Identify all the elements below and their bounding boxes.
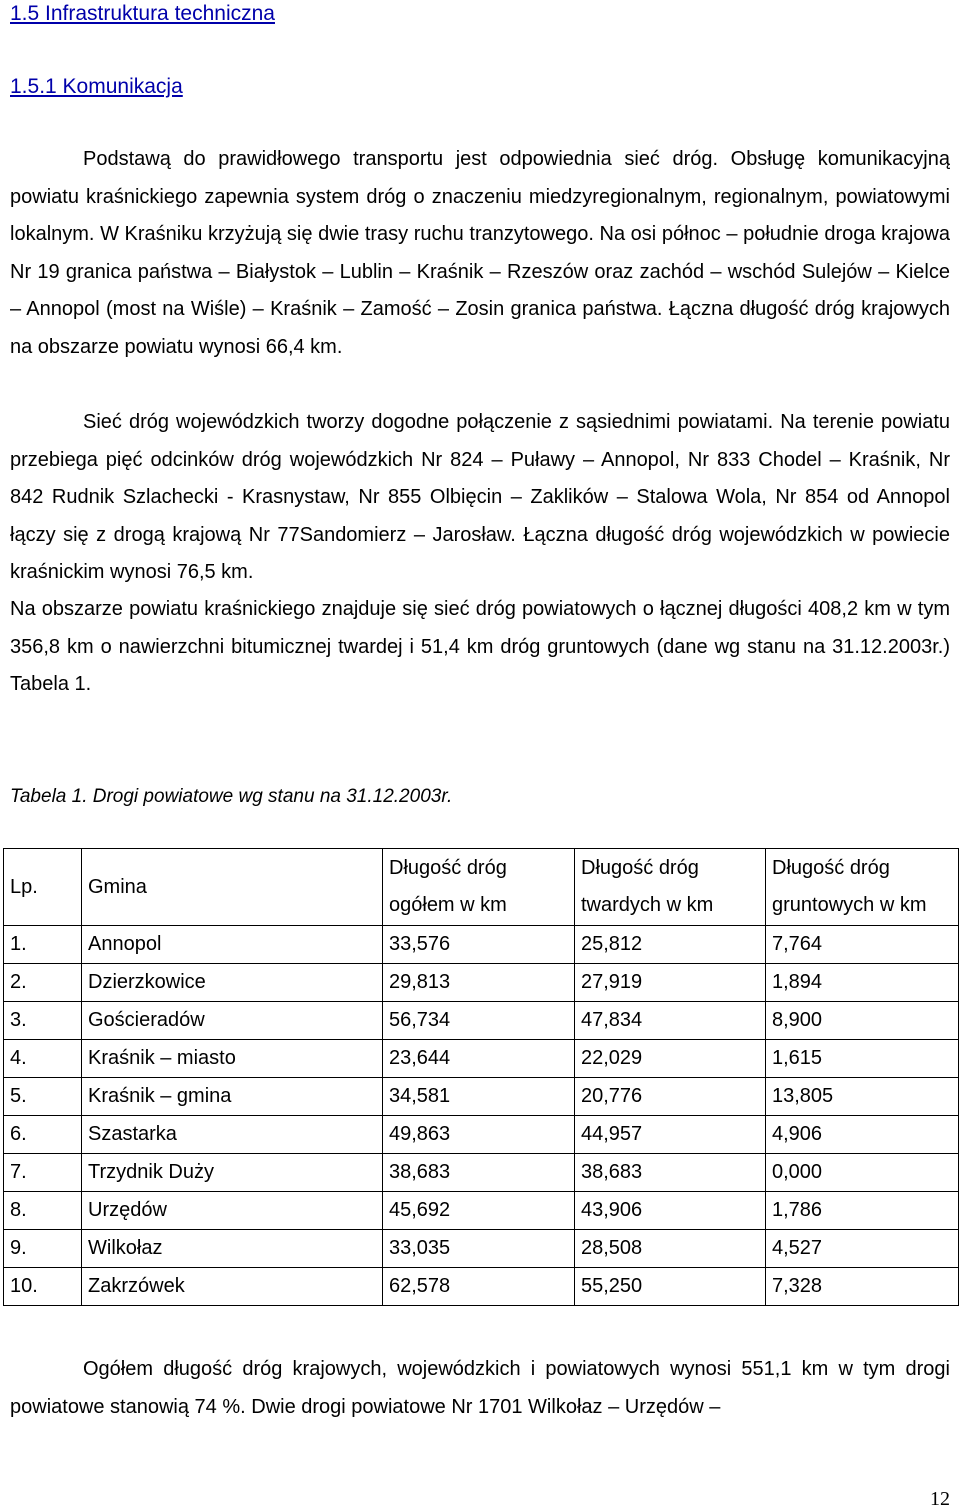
- cell-total: 23,644: [383, 1040, 575, 1078]
- cell-gmina: Gościeradów: [82, 1002, 383, 1040]
- table-row: [4, 1040, 959, 1078]
- cell-total: 45,692: [383, 1192, 575, 1230]
- paragraph-voivodeship-text: Sieć dróg wojewódzkich tworzy dogodne połączenie z sąsiednimi powiatami. Na terenie powiatu przebiega pięć odcinków dróg wojewódzkich Nr 824 – Puławy – Annopol, Nr 833 Chodel – Kraśnik, Nr 842 Rudnik Szlachecki - Krasnystaw, Nr 855 Olbięcin – Zaklików – Stalowa Wola, Nr 854 od Annopol łączy się z drogą krajową Nr 77Sandomierz – Jarosław. Łączna długość dróg wojewódzkich w powiecie kraśnickim wynosi 76,5 km.: [10, 411, 950, 583]
- cell-total: 33,576: [383, 926, 575, 964]
- cell-gmina: Kraśnik – miasto: [82, 1040, 383, 1078]
- cell-total: 33,035: [383, 1230, 575, 1268]
- cell-lp: 6.: [4, 1116, 82, 1154]
- cell-paved: 22,029: [575, 1040, 766, 1078]
- cell-lp: 5.: [4, 1078, 82, 1116]
- paragraph-voivodeship-roads: [10, 404, 950, 592]
- table-row: [4, 1154, 959, 1192]
- cell-paved: 43,906: [575, 1192, 766, 1230]
- cell-total: 62,578: [383, 1268, 575, 1306]
- cell-gmina: Dzierzkowice: [82, 964, 383, 1002]
- section-heading: 1.5 Infrastruktura techniczna: [10, 2, 275, 25]
- cell-total: 38,683: [383, 1154, 575, 1192]
- cell-gmina: Kraśnik – gmina: [82, 1078, 383, 1116]
- cell-paved: 25,812: [575, 926, 766, 964]
- cell-paved: 20,776: [575, 1078, 766, 1116]
- cell-lp: 4.: [4, 1040, 82, 1078]
- cell-lp: 8.: [4, 1192, 82, 1230]
- table-row: [4, 1230, 959, 1268]
- cell-gmina: Urzędów: [82, 1192, 383, 1230]
- header-paved-length: Długość dróg twardych w km: [575, 849, 766, 926]
- cell-total: 34,581: [383, 1078, 575, 1116]
- paragraph-county-roads: Na obszarze powiatu kraśnickiego znajduje się sieć dróg powiatowych o łącznej długości 408,2 km w tym 356,8 km o nawierzchni bitumicznej twardej i 51,4 km dróg gruntowych (dane wg stanu na 31.12.2003r.) Tabela 1.: [10, 598, 950, 695]
- paragraph-intro: [10, 141, 950, 366]
- cell-paved: 47,834: [575, 1002, 766, 1040]
- cell-dirt: 4,906: [766, 1116, 959, 1154]
- cell-gmina: Zakrzówek: [82, 1268, 383, 1306]
- table-header-row: [4, 849, 959, 926]
- cell-total: 49,863: [383, 1116, 575, 1154]
- cell-dirt: 13,805: [766, 1078, 959, 1116]
- table-row: [4, 1192, 959, 1230]
- paragraph-intro-text: Podstawą do prawidłowego transportu jest odpowiednia sieć dróg. Obsługę komunikacyjną powiatu kraśnickiego zapewnia system dróg o znaczeniu miedzyregionalnym, regionalnym, powiatowymi lokalnym. W Kraśniku krzyżują się dwie trasy ruchu tranzytowego. Na osi północ – południe droga krajowa Nr 19 granica państwa – Białystok – Lublin – Kraśnik – Rzeszów oraz zachód – wschód Sulejów – Kielce – Annopol (most na Wiśle) – Kraśnik – Zamość – Zosin granica państwa. Łączna długość dróg krajowych na obszarze powiatu wynosi 66,4 km.: [10, 148, 950, 358]
- table-row: [4, 1268, 959, 1306]
- cell-paved: 44,957: [575, 1116, 766, 1154]
- cell-dirt: 7,328: [766, 1268, 959, 1306]
- cell-gmina: Wilkołaz: [82, 1230, 383, 1268]
- page-number: 12: [930, 1488, 950, 1510]
- cell-lp: 9.: [4, 1230, 82, 1268]
- cell-dirt: 1,786: [766, 1192, 959, 1230]
- table-row: [4, 1116, 959, 1154]
- cell-dirt: 0,000: [766, 1154, 959, 1192]
- cell-lp: 3.: [4, 1002, 82, 1040]
- cell-dirt: 7,764: [766, 926, 959, 964]
- table-row: [4, 964, 959, 1002]
- table-caption: Tabela 1. Drogi powiatowe wg stanu na 31.12.2003r.: [10, 786, 453, 807]
- paragraph-summary: [10, 1351, 950, 1426]
- header-gmina: Gmina: [82, 849, 383, 926]
- cell-dirt: 1,894: [766, 964, 959, 1002]
- cell-total: 56,734: [383, 1002, 575, 1040]
- cell-total: 29,813: [383, 964, 575, 1002]
- table-row: [4, 1002, 959, 1040]
- header-total-length: Długość dróg ogółem w km: [383, 849, 575, 926]
- cell-lp: 2.: [4, 964, 82, 1002]
- subsection-heading: 1.5.1 Komunikacja: [10, 75, 183, 98]
- cell-dirt: 4,527: [766, 1230, 959, 1268]
- cell-lp: 10.: [4, 1268, 82, 1306]
- cell-paved: 27,919: [575, 964, 766, 1002]
- header-lp: Lp.: [4, 849, 82, 926]
- cell-paved: 28,508: [575, 1230, 766, 1268]
- table-row: [4, 926, 959, 964]
- paragraph-summary-text: Ogółem długość dróg krajowych, wojewódzkich i powiatowych wynosi 551,1 km w tym drogi powiatowe stanowią 74 %. Dwie drogi powiatowe Nr 1701 Wilkołaz – Urzędów –: [10, 1358, 950, 1418]
- cell-paved: 55,250: [575, 1268, 766, 1306]
- cell-dirt: 8,900: [766, 1002, 959, 1040]
- header-dirt-length: Długość dróg gruntowych w km: [766, 849, 959, 926]
- roads-table: [3, 848, 959, 1306]
- cell-lp: 7.: [4, 1154, 82, 1192]
- table-row: [4, 1078, 959, 1116]
- cell-gmina: Trzydnik Duży: [82, 1154, 383, 1192]
- cell-gmina: Annopol: [82, 926, 383, 964]
- cell-paved: 38,683: [575, 1154, 766, 1192]
- cell-lp: 1.: [4, 926, 82, 964]
- cell-dirt: 1,615: [766, 1040, 959, 1078]
- cell-gmina: Szastarka: [82, 1116, 383, 1154]
